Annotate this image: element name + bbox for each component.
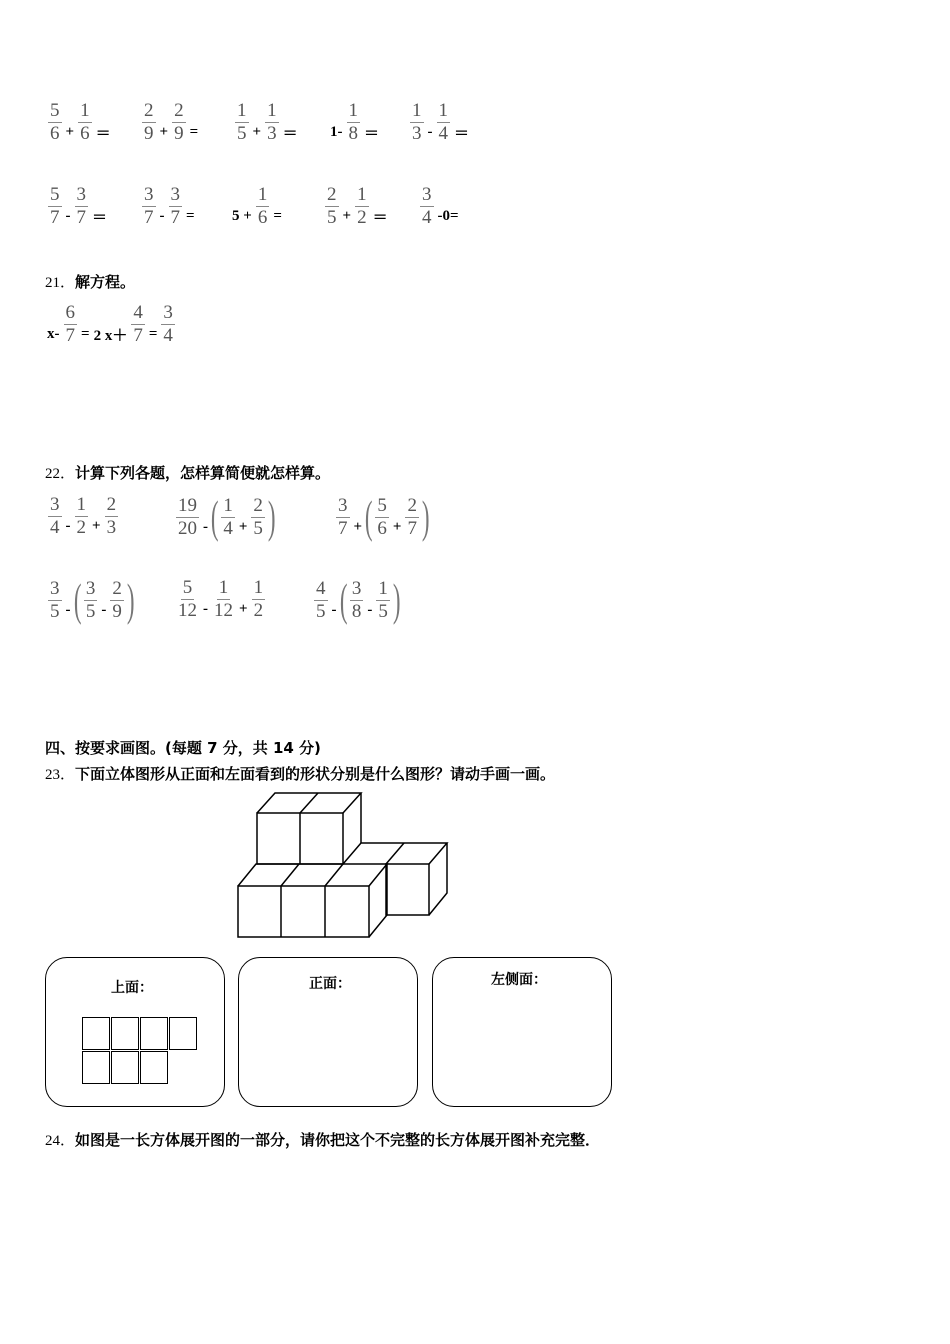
operator: - bbox=[65, 601, 71, 618]
operator: = bbox=[186, 208, 195, 224]
parenthesis: ( bbox=[339, 574, 347, 625]
operator: 5 + bbox=[232, 208, 252, 224]
denominator: 20 bbox=[178, 517, 197, 539]
operator: = bbox=[273, 208, 282, 224]
denominator: 7 bbox=[144, 207, 154, 228]
numerator: 1 bbox=[412, 100, 422, 121]
numerator: 1 bbox=[438, 100, 448, 121]
operator: - bbox=[331, 601, 337, 618]
section4-title: 四、按要求画图。(每题 7 分，共 14 分) bbox=[45, 739, 321, 757]
q22-number: 22． bbox=[45, 466, 76, 482]
operator: + bbox=[238, 518, 248, 535]
denominator: 12 bbox=[214, 600, 233, 621]
denominator: 7 bbox=[76, 207, 86, 228]
denominator: 4 bbox=[163, 325, 173, 346]
parenthesis: ( bbox=[73, 574, 81, 625]
numerator: 5 bbox=[50, 184, 60, 205]
numerator: 1 bbox=[267, 100, 277, 121]
operator: ＝ bbox=[364, 126, 380, 142]
numerator: 3 bbox=[422, 184, 432, 205]
numerator: 2 bbox=[327, 184, 337, 205]
denominator: 8 bbox=[348, 123, 358, 144]
numerator: 1 bbox=[253, 577, 264, 598]
parenthesis: ( bbox=[210, 491, 219, 542]
q21-title: 解方程。 bbox=[75, 273, 136, 291]
parenthesis: ) bbox=[421, 491, 430, 542]
operator: ＝ bbox=[92, 210, 108, 226]
q22-title: 计算下列各题，怎样算简便就怎样算。 bbox=[75, 464, 331, 482]
denominator: 5 bbox=[316, 600, 326, 622]
numerator: 19 bbox=[178, 494, 197, 516]
numerator: 1 bbox=[378, 577, 388, 599]
numerator: 2 bbox=[174, 100, 184, 121]
denominator: 5 bbox=[253, 517, 263, 539]
numerator: 5 bbox=[377, 494, 387, 516]
denominator: 7 bbox=[65, 325, 75, 346]
operator: + bbox=[159, 124, 169, 140]
q24-number: 24． bbox=[45, 1133, 76, 1149]
numerator: 1 bbox=[80, 100, 90, 121]
numerator: 2 bbox=[106, 494, 117, 515]
operator: + bbox=[239, 601, 248, 617]
numerator: 3 bbox=[163, 302, 173, 323]
numerator: 2 bbox=[407, 494, 417, 516]
numerator: 3 bbox=[76, 184, 86, 205]
left-view-label: 左侧面： bbox=[491, 972, 547, 988]
q23-number: 23． bbox=[45, 767, 76, 783]
operator: - bbox=[203, 518, 208, 535]
operator: - bbox=[65, 208, 71, 224]
operator: - bbox=[65, 518, 71, 534]
parenthesis: ) bbox=[126, 574, 135, 625]
denominator: 9 bbox=[144, 123, 154, 144]
denominator: 4 bbox=[422, 207, 432, 228]
denominator: 7 bbox=[170, 207, 180, 228]
operator: + bbox=[65, 124, 75, 140]
denominator: 9 bbox=[112, 600, 122, 622]
numerator: 4 bbox=[316, 577, 326, 599]
numerator: 5 bbox=[50, 100, 60, 121]
denominator: 6 bbox=[50, 123, 60, 144]
q24-heading bbox=[45, 1129, 600, 1150]
operator: ＝ bbox=[282, 126, 298, 142]
front-view-label: 正面： bbox=[309, 976, 351, 992]
numerator: 3 bbox=[50, 494, 60, 515]
q23-title: 下面立体图形从正面和左面看到的形状分别是什么图形？请动手画一画。 bbox=[75, 765, 556, 783]
denominator: 5 bbox=[237, 123, 247, 144]
operator: - bbox=[367, 601, 373, 618]
right-cube bbox=[343, 843, 447, 915]
denominator: 2 bbox=[357, 207, 367, 228]
numerator: 1 bbox=[237, 100, 247, 121]
numerator: 3 bbox=[170, 184, 180, 205]
numerator: 1 bbox=[76, 494, 86, 515]
operator: ＝ bbox=[372, 210, 388, 226]
numerator: 4 bbox=[133, 302, 143, 323]
denominator: 7 bbox=[133, 325, 143, 346]
operator: 2 x＋ bbox=[93, 328, 128, 344]
numerator: 1 bbox=[223, 494, 233, 516]
numerator: 1 bbox=[218, 577, 229, 598]
operator: 1- bbox=[330, 124, 343, 140]
numerator: 1 bbox=[357, 184, 367, 205]
denominator: 7 bbox=[407, 517, 417, 539]
numerator: 5 bbox=[182, 577, 193, 598]
numerator: 3 bbox=[338, 494, 348, 516]
numerator: 1 bbox=[348, 100, 358, 121]
q21-number: 21． bbox=[45, 275, 76, 291]
denominator: 6 bbox=[257, 207, 268, 228]
denominator: 5 bbox=[378, 600, 388, 622]
denominator: 12 bbox=[178, 600, 197, 621]
denominator: 4 bbox=[438, 123, 448, 144]
denominator: 5 bbox=[50, 600, 60, 622]
operator: + bbox=[392, 518, 402, 535]
numerator: 1 bbox=[257, 184, 268, 205]
front-row-cubes bbox=[238, 864, 387, 937]
denominator: 7 bbox=[50, 207, 60, 228]
denominator: 7 bbox=[338, 517, 348, 539]
denominator: 6 bbox=[377, 517, 387, 539]
numerator: 2 bbox=[144, 100, 154, 121]
denominator: 9 bbox=[174, 123, 184, 144]
operator: = bbox=[148, 326, 158, 342]
denominator: 3 bbox=[106, 517, 117, 538]
denominator: 4 bbox=[50, 517, 60, 538]
denominator: 2 bbox=[76, 517, 86, 538]
operator: + bbox=[92, 518, 101, 534]
operator: + bbox=[252, 124, 262, 140]
parenthesis: ) bbox=[267, 491, 276, 542]
operator: ＝ bbox=[95, 126, 111, 142]
operator: - bbox=[427, 124, 433, 140]
operator: - bbox=[203, 601, 208, 617]
numerator: 3 bbox=[144, 184, 154, 205]
denominator: 8 bbox=[351, 600, 362, 622]
upper-cubes bbox=[257, 793, 361, 864]
numerator: 3 bbox=[351, 577, 362, 599]
operator: -0= bbox=[437, 208, 459, 224]
numerator: 3 bbox=[50, 577, 60, 599]
operator: - bbox=[101, 601, 107, 618]
parenthesis: ) bbox=[392, 574, 401, 625]
parenthesis: ( bbox=[364, 491, 373, 542]
operator: ＝ bbox=[454, 126, 470, 142]
operator: + bbox=[342, 208, 352, 224]
denominator: 3 bbox=[267, 123, 277, 144]
denominator: 5 bbox=[327, 207, 337, 228]
operator: - bbox=[159, 208, 165, 224]
numerator: 3 bbox=[85, 577, 96, 599]
numerator: 2 bbox=[253, 494, 263, 516]
denominator: 5 bbox=[85, 600, 96, 622]
numerator: 6 bbox=[65, 302, 75, 323]
numerator: 2 bbox=[112, 577, 122, 599]
operator: = bbox=[81, 326, 90, 342]
denominator: 6 bbox=[80, 123, 90, 144]
operator: = bbox=[189, 124, 199, 140]
top-view-label: 上面： bbox=[111, 980, 153, 996]
q24-title: 如图是一长方体展开图的一部分，请你把这个不完整的长方体展开图补充完整． bbox=[75, 1131, 601, 1149]
denominator: 2 bbox=[253, 600, 264, 621]
operator: + bbox=[353, 518, 363, 535]
denominator: 3 bbox=[412, 123, 422, 144]
operator: x- bbox=[47, 326, 60, 342]
denominator: 4 bbox=[223, 517, 233, 539]
